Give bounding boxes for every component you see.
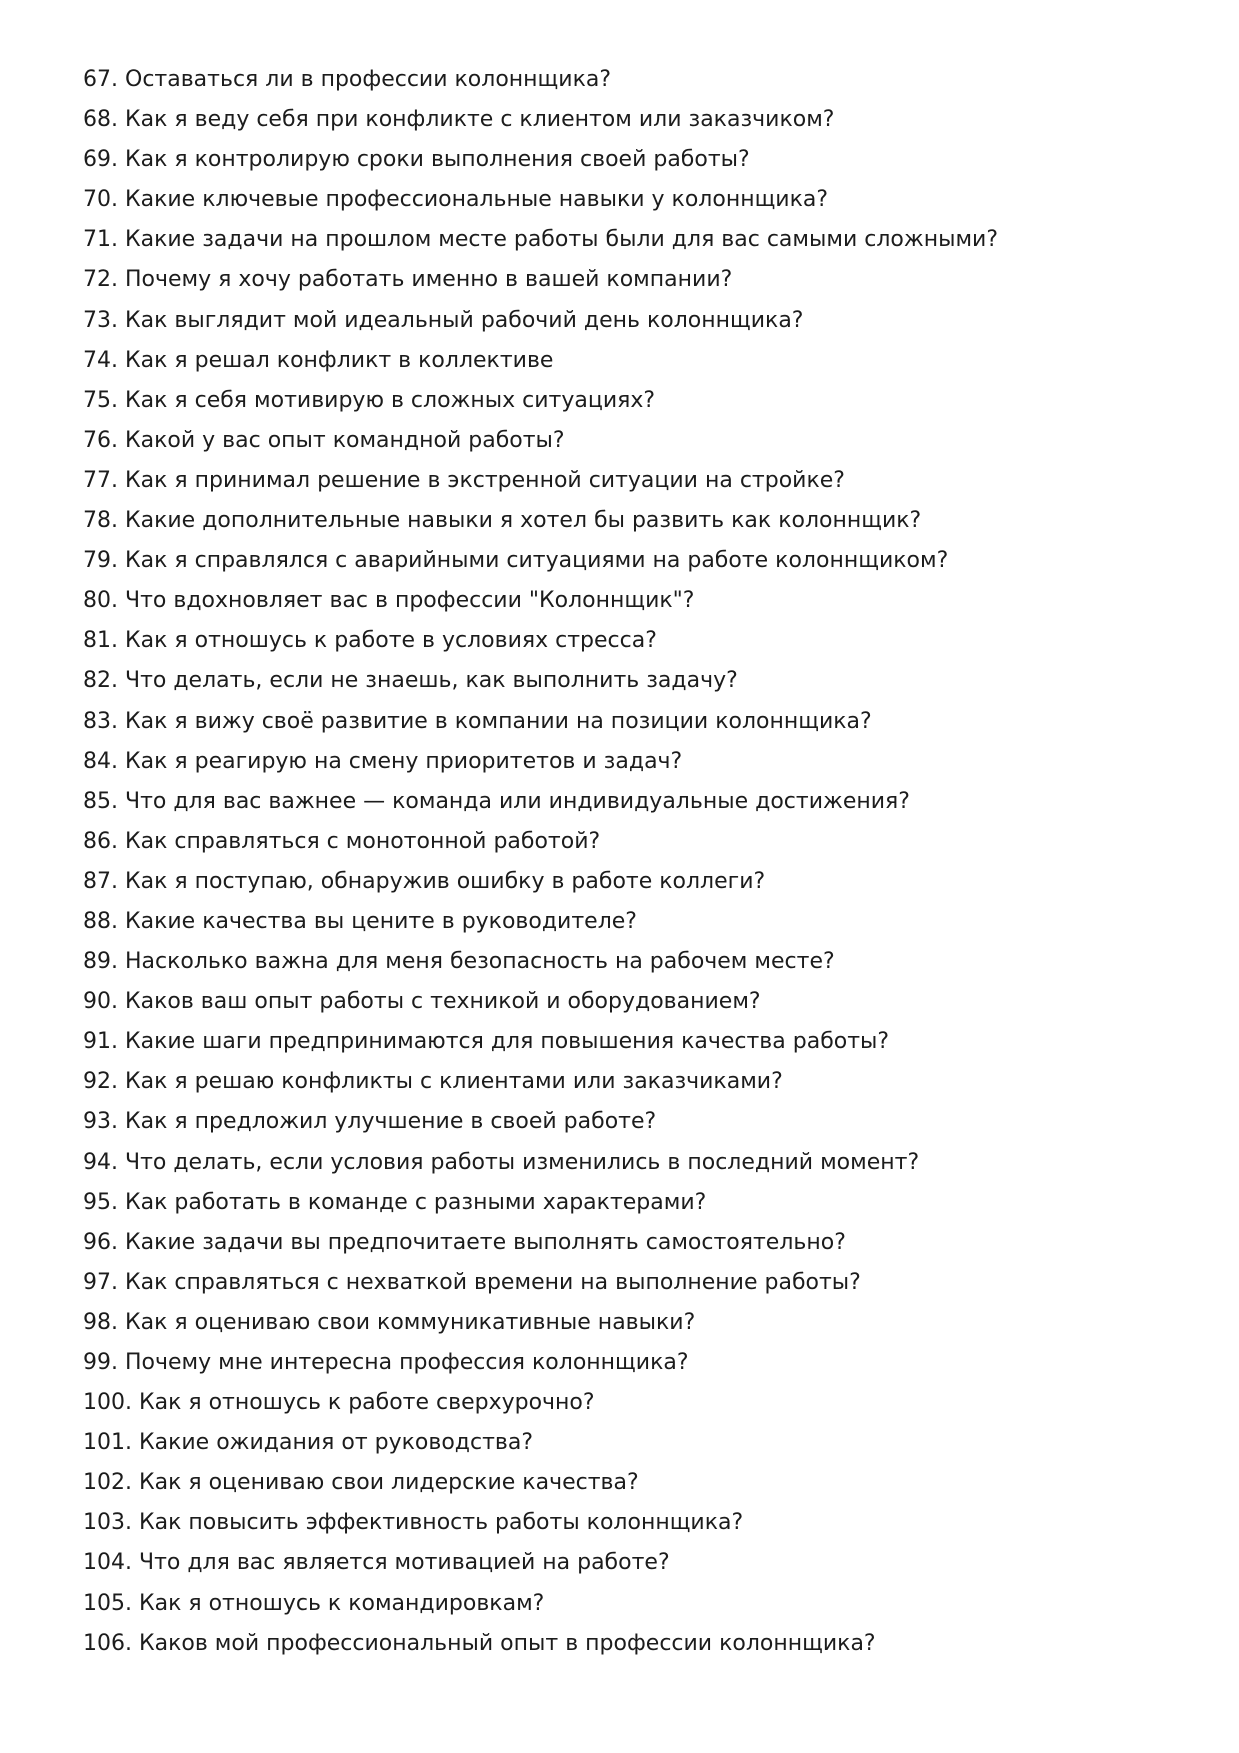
- question-text: Как я поступаю, обнаружив ошибку в работе коллеги?: [125, 868, 766, 894]
- question-text: Как я оцениваю свои коммуникативные навыки?: [125, 1309, 696, 1335]
- question-number: 102.: [83, 1470, 132, 1496]
- question-number: 84.: [83, 748, 118, 774]
- list-item: [83, 180, 1163, 220]
- question-number: 67.: [83, 67, 118, 92]
- question-number: 73.: [83, 307, 118, 333]
- question-number: 106.: [83, 1630, 132, 1656]
- question-text: Как я предложил улучшение в своей работе?: [125, 1109, 657, 1135]
- question-text: Как я отношусь к командировкам?: [138, 1590, 545, 1616]
- question-text: Как повысить эффективность работы колоннщика?: [138, 1510, 744, 1536]
- question-number: 77.: [83, 467, 118, 493]
- list-item: [83, 1503, 1163, 1543]
- question-text: Как я себя мотивирую в сложных ситуациях?: [125, 387, 656, 413]
- question-text: Как я вижу своё развитие в компании на позиции колоннщика?: [125, 708, 872, 734]
- question-text: Какой у вас опыт командной работы?: [125, 427, 565, 453]
- question-text: Что вдохновляет вас в профессии "Колоннщик"?: [125, 588, 695, 614]
- question-number: 94.: [83, 1149, 118, 1175]
- question-text: Как я отношусь к работе в условиях стресса?: [125, 628, 657, 654]
- list-item: [83, 541, 1163, 581]
- list-item: [83, 1183, 1163, 1223]
- question-number: 78.: [83, 508, 118, 534]
- list-item: [83, 1062, 1163, 1102]
- question-number: 80.: [83, 588, 118, 614]
- question-number: 76.: [83, 427, 118, 453]
- question-text: Как я веду себя при конфликте с клиентом или заказчиком?: [125, 107, 835, 133]
- question-text: Какие ожидания от руководства?: [138, 1430, 534, 1456]
- list-item: [83, 1143, 1163, 1183]
- question-text: Как справляться с нехваткой времени на выполнение работы?: [125, 1269, 861, 1295]
- question-number: 74.: [83, 347, 118, 373]
- list-item: [83, 1624, 1163, 1664]
- question-number: 68.: [83, 107, 118, 133]
- list-item: [83, 220, 1163, 260]
- list-item: [83, 1584, 1163, 1624]
- question-text: Как я оцениваю свои лидерские качества?: [138, 1470, 639, 1496]
- question-text: Как я принимал решение в экстренной ситуации на стройке?: [125, 467, 845, 493]
- list-item: [83, 581, 1163, 621]
- question-text: Что для вас важнее — команда или индивидуальные достижения?: [125, 788, 910, 814]
- question-number: 72.: [83, 267, 118, 293]
- list-item: [83, 742, 1163, 782]
- list-item: [83, 1463, 1163, 1503]
- question-list: [83, 60, 1163, 1664]
- question-text: Как работать в команде с разными характерами?: [125, 1189, 707, 1215]
- question-text: Насколько важна для меня безопасность на рабочем месте?: [125, 949, 835, 975]
- question-text: Какие шаги предпринимаются для повышения качества работы?: [125, 1029, 890, 1055]
- question-text: Как я решал конфликт в коллективе: [125, 347, 554, 373]
- list-item: [83, 1343, 1163, 1383]
- list-item: [83, 902, 1163, 942]
- question-number: 69.: [83, 147, 118, 173]
- list-item: [83, 621, 1163, 661]
- list-item: [83, 461, 1163, 501]
- list-item: [83, 1263, 1163, 1303]
- question-text: Какие задачи на прошлом месте работы были для вас самыми сложными?: [125, 227, 999, 253]
- question-number: 98.: [83, 1309, 118, 1335]
- list-item: [83, 1543, 1163, 1583]
- question-text: Каков мой профессиональный опыт в профессии колоннщика?: [138, 1630, 876, 1656]
- question-text: Как я справлялся с аварийными ситуациями на работе колоннщиком?: [125, 548, 949, 574]
- question-text: Какие дополнительные навыки я хотел бы развить как колоннщик?: [125, 508, 922, 534]
- question-number: 88.: [83, 908, 118, 934]
- list-item: [83, 501, 1163, 541]
- list-item: [83, 1223, 1163, 1263]
- question-number: 105.: [83, 1590, 132, 1616]
- question-number: 95.: [83, 1189, 118, 1215]
- question-number: 103.: [83, 1510, 132, 1536]
- question-number: 101.: [83, 1430, 132, 1456]
- list-item: [83, 1102, 1163, 1142]
- question-number: 104.: [83, 1550, 132, 1576]
- list-item: [83, 60, 1163, 100]
- question-text: Какие качества вы цените в руководителе?: [125, 908, 637, 934]
- question-text: Какие задачи вы предпочитаете выполнять самостоятельно?: [125, 1229, 846, 1255]
- question-number: 70.: [83, 187, 118, 213]
- list-item: [83, 341, 1163, 381]
- question-text: Почему мне интересна профессия колоннщика?: [125, 1350, 689, 1375]
- list-item: [83, 782, 1163, 822]
- list-item: [83, 702, 1163, 742]
- question-number: 85.: [83, 788, 118, 814]
- list-item: [83, 1423, 1163, 1463]
- question-number: 91.: [83, 1029, 118, 1055]
- list-item: [83, 100, 1163, 140]
- list-item: [83, 301, 1163, 341]
- list-item: [83, 1303, 1163, 1343]
- question-number: 96.: [83, 1229, 118, 1255]
- list-item: [83, 1022, 1163, 1062]
- question-text: Почему я хочу работать именно в вашей компании?: [125, 267, 733, 293]
- question-text: Как я отношусь к работе сверхурочно?: [138, 1390, 595, 1416]
- question-text: Как я контролирую сроки выполнения своей работы?: [125, 147, 750, 173]
- question-text: Оставаться ли в профессии колоннщика?: [125, 67, 612, 92]
- list-item: [83, 822, 1163, 862]
- list-item: [83, 260, 1163, 300]
- question-number: 92.: [83, 1069, 118, 1095]
- question-number: 79.: [83, 548, 118, 574]
- list-item: [83, 942, 1163, 982]
- list-item: [83, 862, 1163, 902]
- list-item: [83, 1383, 1163, 1423]
- question-text: Каков ваш опыт работы с техникой и оборудованием?: [125, 989, 761, 1015]
- question-number: 75.: [83, 387, 118, 413]
- question-text: Что делать, если не знаешь, как выполнить задачу?: [125, 668, 738, 694]
- list-item: [83, 381, 1163, 421]
- question-number: 100.: [83, 1390, 132, 1416]
- question-text: Что для вас является мотивацией на работе?: [138, 1550, 670, 1576]
- list-item: [83, 661, 1163, 701]
- question-text: Какие ключевые профессиональные навыки у колоннщика?: [125, 187, 829, 213]
- question-number: 89.: [83, 949, 118, 975]
- question-number: 99.: [83, 1350, 118, 1375]
- question-number: 86.: [83, 828, 118, 854]
- question-text: Как я реагирую на смену приоритетов и задач?: [125, 748, 683, 774]
- question-number: 93.: [83, 1109, 118, 1135]
- question-text: Что делать, если условия работы изменились в последний момент?: [125, 1149, 920, 1175]
- question-number: 82.: [83, 668, 118, 694]
- list-item: [83, 982, 1163, 1022]
- question-number: 71.: [83, 227, 118, 253]
- question-number: 87.: [83, 868, 118, 894]
- question-number: 97.: [83, 1269, 118, 1295]
- question-number: 81.: [83, 628, 118, 654]
- question-text: Как справляться с монотонной работой?: [125, 828, 601, 854]
- question-number: 83.: [83, 708, 118, 734]
- list-item: [83, 421, 1163, 461]
- question-text: Как я решаю конфликты с клиентами или заказчиками?: [125, 1069, 783, 1095]
- list-item: [83, 140, 1163, 180]
- question-number: 90.: [83, 989, 118, 1015]
- question-text: Как выглядит мой идеальный рабочий день колоннщика?: [125, 307, 804, 333]
